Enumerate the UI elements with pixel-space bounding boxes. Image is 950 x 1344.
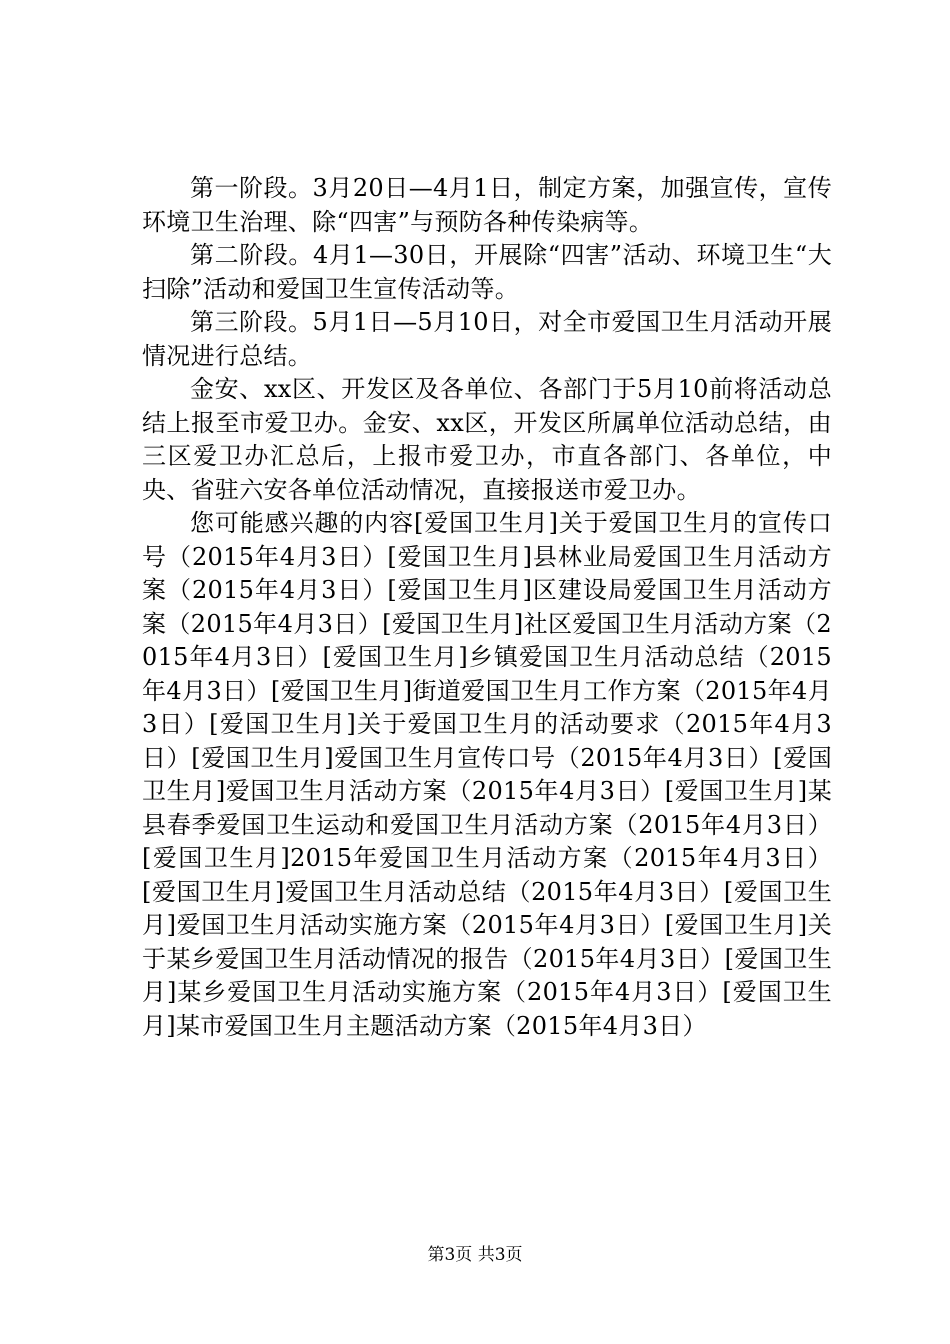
paragraph-stage-three: 第三阶段。5月1日—5月10日，对全市爱国卫生月活动开展情况进行总结。 [142, 308, 832, 370]
paragraph-stage-two: 第二阶段。4月1—30日，开展除“四害”活动、环境卫生“大扫除”活动和爱国卫生宣传活动等。 [142, 241, 832, 303]
paragraph-related-content: 您可能感兴趣的内容[爱国卫生月]关于爱国卫生月的宣传口号（2015年4月3日）[爱国卫生月]县林业局爱国卫生月活动方案（2015年4月3日）[爱国卫生月]区建设局爱国卫生月活动方案（2015年4月3日）[爱国卫生月]社区爱国卫生月活动方案（2015年4月3日）[爱国卫生月]乡镇爱国卫生月活动总结（2015年4月3日）[爱国卫生月]街道爱国卫生月工作方案（2015年4月3日）[爱国卫生月]关于爱国卫生月的活动要求（2015年4月3日）[爱国卫生月]爱国卫生月宣传口号（2015年4月3日）[爱国卫生月]爱国卫生月活动方案（2015年4月3日）[爱国卫生月]某县春季爱国卫生运动和爱国卫生月活动方案（2015年4月3日）[爱国卫生月]2015年爱国卫生月活动方案（2015年4月3日）[爱国卫生月]爱国卫生月活动总结（2015年4月3日）[爱国卫生月]爱国卫生月活动实施方案（2015年4月3日）[爱国卫生月]关于某乡爱国卫生月活动情况的报告（2015年4月3日）[爱国卫生月]某乡爱国卫生月活动实施方案（2015年4月3日）[爱国卫生月]某市爱国卫生月主题活动方案（2015年4月3日） [142, 509, 832, 1040]
paragraph-reporting: 金安、xx区、开发区及各单位、各部门于5月10前将活动总结上报至市爱卫办。金安、xx区，开发区所属单位活动总结，由三区爱卫办汇总后，上报市爱卫办，市直各部门、各单位，中央、省驻六安各单位活动情况，直接报送市爱卫办。 [142, 375, 832, 504]
document-body [142, 172, 832, 1043]
page-footer: 第3页 共3页 [427, 1245, 523, 1265]
paragraph-stage-one: 第一阶段。3月20日—4月1日，制定方案，加强宣传，宣传环境卫生治理、除“四害”与预防各种传染病等。 [142, 174, 832, 236]
